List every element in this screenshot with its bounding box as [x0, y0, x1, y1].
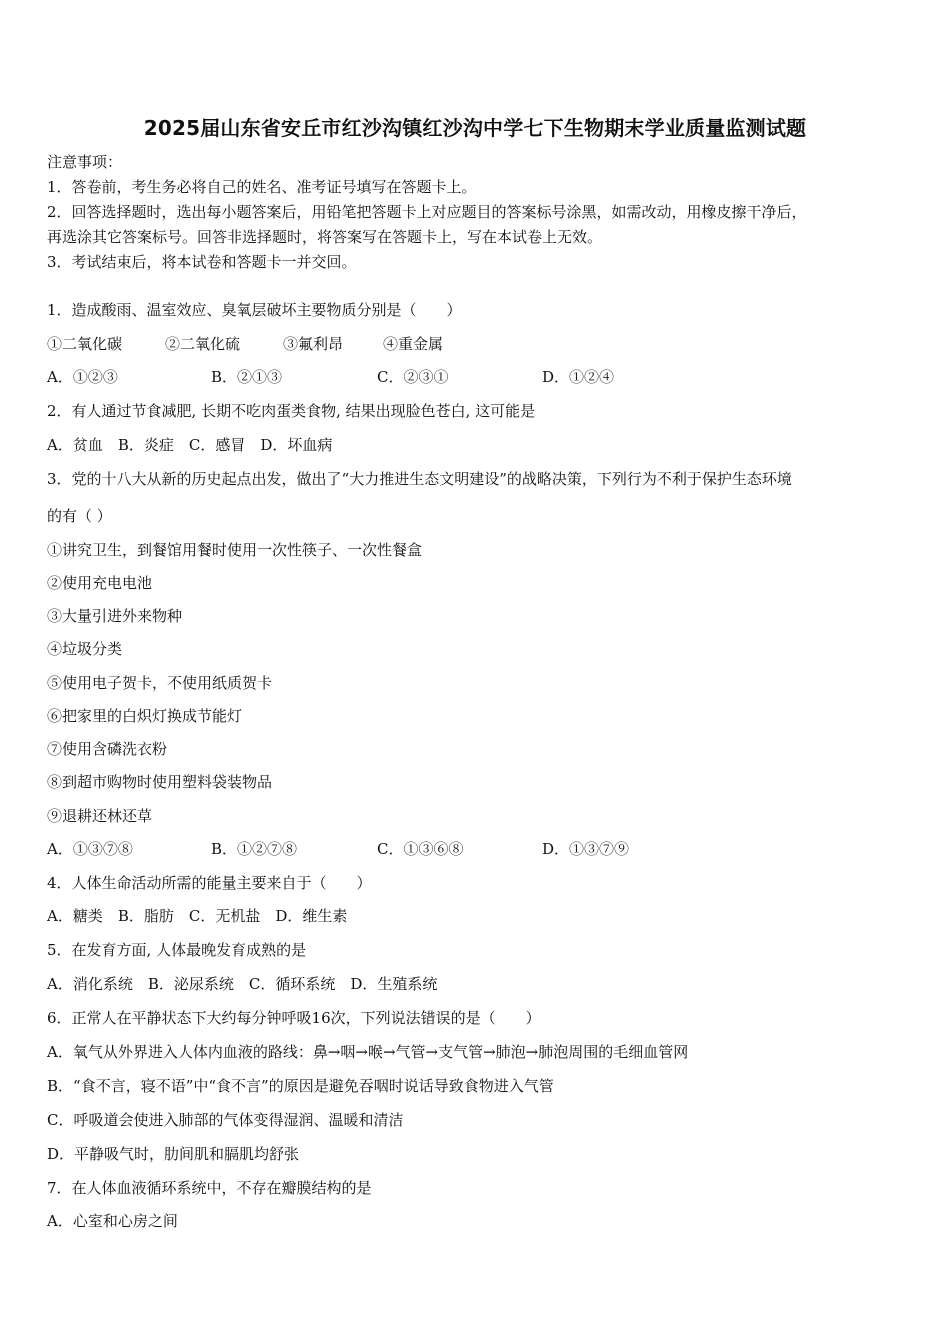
- q6-option-a: A．氧气从外界进入人体内血液的路线：鼻→咽→喉→气管→支气管→肺泡→肺泡周围的毛细血管网: [47, 1043, 689, 1061]
- question-3-stem-cont: 的有（ ）: [47, 507, 112, 525]
- q1-option-c: C．②③①: [377, 368, 449, 386]
- question-1-stem: 1．造成酸雨、温室效应、臭氧层破坏主要物质分别是（ ）: [47, 301, 462, 319]
- q3-item-9: ⑨退耕还林还草: [47, 807, 153, 825]
- notice-item-2: 2．回答选择题时，选出每小题答案后，用铅笔把答题卡上对应题目的答案标号涂黑，如需改动，用橡皮擦干净后，: [47, 203, 807, 221]
- question-7-stem: 7．在人体血液循环系统中，不存在瓣膜结构的是: [47, 1179, 372, 1197]
- notice-item-3: 3．考试结束后，将本试卷和答题卡一并交回。: [47, 253, 357, 271]
- q3-item-7: ⑦使用含磷洗衣粉: [47, 740, 168, 758]
- question-1-items: [47, 334, 907, 354]
- q3-item-5: ⑤使用电子贺卡，不使用纸质贺卡: [47, 674, 273, 692]
- q3-option-b: B．①②⑦⑧: [211, 840, 298, 858]
- q6-option-b: B．“食不言，寝不语”中“食不言”的原因是避免吞咽时说话导致食物进入气管: [47, 1077, 554, 1095]
- q1-option-b: B．②①③: [211, 368, 283, 386]
- q1-item-2: ②二氧化硫: [165, 335, 241, 353]
- q3-item-4: ④垃圾分类: [47, 640, 123, 658]
- q3-item-8: ⑧到超市购物时使用塑料袋装物品: [47, 773, 273, 791]
- notice-item-1: 1．答卷前，考生务必将自己的姓名、准考证号填写在答题卡上。: [47, 178, 477, 196]
- question-1-options: [47, 367, 907, 387]
- notice-heading: 注意事项：: [47, 153, 123, 171]
- q1-item-4: ④重金属: [383, 335, 444, 353]
- q1-item-1: ①二氧化碳: [47, 335, 123, 353]
- page-title: 2025届山东省安丘市红沙沟镇红沙沟中学七下生物期末学业质量监测试题: [143, 116, 807, 140]
- question-6-stem: 6．正常人在平静状态下大约每分钟呼吸16次，下列说法错误的是（ ）: [47, 1009, 541, 1027]
- question-5-options: A．消化系统 B．泌尿系统 C．循环系统 D．生殖系统: [47, 975, 438, 993]
- q1-item-3: ③氟利昂: [283, 335, 344, 353]
- question-5-stem: 5．在发育方面, 人体最晚发育成熟的是: [47, 941, 307, 959]
- q3-item-6: ⑥把家里的白炽灯换成节能灯: [47, 707, 243, 725]
- question-3-options: [47, 839, 907, 859]
- question-2-options: A．贫血 B．炎症 C．感冒 D．坏血病: [47, 436, 333, 454]
- q1-option-d: D．①②④: [542, 368, 615, 386]
- q3-option-a: A．①③⑦⑧: [47, 840, 133, 858]
- question-2-stem: 2．有人通过节食减肥, 长期不吃肉蛋类食物, 结果出现脸色苍白, 这可能是: [47, 402, 536, 420]
- question-4-options: A．糖类 B．脂肪 C．无机盐 D．维生素: [47, 907, 348, 925]
- q1-option-a: A．①②③: [47, 368, 118, 386]
- q3-item-3: ③大量引进外来物种: [47, 607, 183, 625]
- notice-item-2-cont: 再选涂其它答案标号。回答非选择题时，将答案写在答题卡上，写在本试卷上无效。: [47, 228, 603, 246]
- question-4-stem: 4．人体生命活动所需的能量主要来自于（ ）: [47, 874, 372, 892]
- q3-option-c: C．①③⑥⑧: [377, 840, 464, 858]
- question-3-stem: 3．党的十八大从新的历史起点出发，做出了“大力推进生态文明建设”的战略决策，下列行为不利于保护生态环境: [47, 470, 792, 488]
- q3-item-2: ②使用充电电池: [47, 574, 153, 592]
- q3-option-d: D．①③⑦⑨: [542, 840, 630, 858]
- q6-option-c: C．呼吸道会使进入肺部的气体变得湿润、温暖和清洁: [47, 1111, 404, 1129]
- q6-option-d: D．平静吸气时，肋间肌和膈肌均舒张: [47, 1145, 300, 1163]
- q7-option-a: A．心室和心房之间: [47, 1212, 178, 1230]
- q3-item-1: ①讲究卫生，到餐馆用餐时使用一次性筷子、一次性餐盒: [47, 541, 423, 559]
